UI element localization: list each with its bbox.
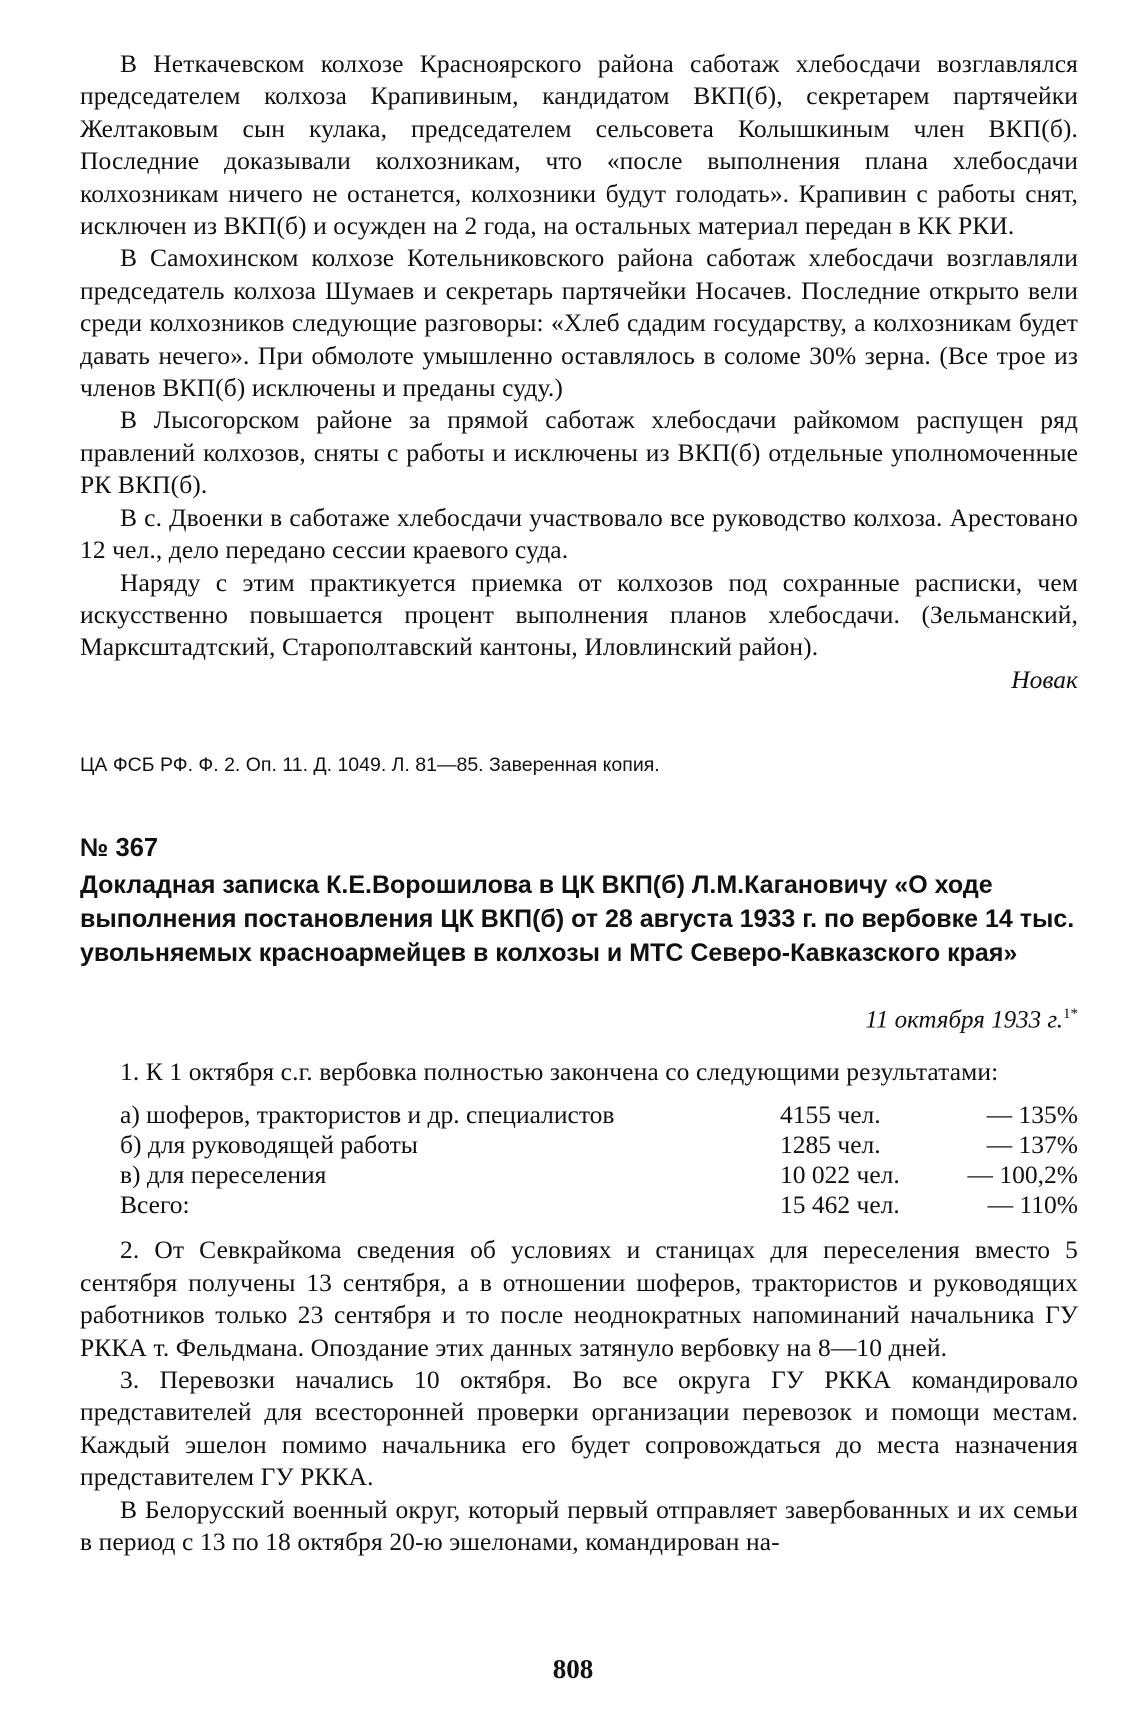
- table-row-total: [80, 1190, 1078, 1220]
- table-row: [80, 1100, 1078, 1130]
- document-date: [865, 1006, 1078, 1034]
- row-count: 1285 чел.: [780, 1130, 881, 1160]
- row-count: 4155 чел.: [780, 1100, 881, 1130]
- date-text: 11 октября 1933 г.: [865, 1006, 1063, 1034]
- document-number: № 367: [80, 834, 159, 862]
- document-page: [80, 48, 1078, 1557]
- archive-source: ЦА ФСБ РФ. Ф. 2. Оп. 11. Д. 1049. Л. 81—85. Заверенная копия.: [80, 754, 660, 776]
- row-label: б) для руководящей работы: [120, 1130, 418, 1160]
- row-label: а) шоферов, трактористов и др. специалистов: [120, 1100, 615, 1130]
- row-percent: — 110%: [987, 1190, 1078, 1220]
- paragraph: Наряду с этим практикуется приемка от колхозов под сохранные расписки, чем искусственно повышается процент выполнения планов хлебосдачи. (Зельманский, Марксштадтский, Старополтавский кантоны, Иловлинский район).: [80, 567, 1078, 662]
- document-title: Докладная записка К.Е.Ворошилова в ЦК ВКП(б) Л.М.Кагановичу «О ходе выполнения постановления ЦК ВКП(б) от 28 августа 1933 г. по вербовке 14 тыс. увольняемых красноармейцев в колхозы и МТС Северо-Кавказского края»: [80, 871, 1075, 967]
- signature: Новак: [1011, 664, 1078, 694]
- row-percent: — 100,2%: [967, 1160, 1078, 1190]
- paragraph: В Неткачевском колхозе Красноярского района саботаж хлебосдачи возглавлялся председателем колхоза Крапивиным, кандидатом ВКП(б), секретарем партячейки Желтаковым сын кулака, председателем сельсовета Колышкиным член ВКП(б). Последние доказывали колхозникам, что «после выполнения плана хлебосдачи колхозникам ничего не останется, колхозники будут голодать». Крапивин с работы снят, исключен из ВКП(б) и осужден на 2 года, на остальных материал передан в КК РКИ.: [80, 49, 1078, 241]
- row-percent: — 135%: [986, 1100, 1078, 1130]
- date-footnote-mark: 1*: [1063, 1006, 1078, 1022]
- table-row: [80, 1130, 1078, 1160]
- page-number: 808: [552, 1654, 594, 1684]
- intro-paragraph: 1. К 1 октября с.г. вербовка полностью закончена со следующими результатами:: [120, 1057, 999, 1086]
- row-count: 15 462 чел.: [780, 1190, 900, 1220]
- recruitment-stats-table: [80, 1100, 1078, 1220]
- paragraph: В Белорусский военный округ, который первый отправляет завербованных и их семьи в период с 13 по 18 октября 20-ю эшелонами, командирован на-: [80, 1494, 1078, 1557]
- table-row: [80, 1160, 1078, 1190]
- row-count: 10 022 чел.: [780, 1160, 900, 1190]
- paragraph: В Самохинском колхозе Котельниковского района саботаж хлебосдачи возглавляли председатель колхоза Шумаев и секретарь партячейки Носачев. Последние открыто вели среди колхозников следующие разговоры: «Хлеб сдадим государству, а колхозникам будет давать нечего». При обмолоте умышленно оставлялось в соломе 30% зерна. (Все трое из членов ВКП(б) исключены и преданы суду.): [80, 243, 1078, 403]
- row-percent: — 137%: [986, 1130, 1078, 1160]
- row-label: в) для переселения: [120, 1160, 327, 1190]
- row-label: Всего:: [120, 1190, 190, 1220]
- paragraph: В Лысогорском районе за прямой саботаж хлебосдачи райкомом распущен ряд правлений колхозов, сняты с работы и исключены из ВКП(б) отдельные уполномоченные РК ВКП(б).: [80, 405, 1078, 500]
- paragraph: В с. Двоенки в саботаже хлебосдачи участвовало все руководство колхоза. Арестовано 12 чел., дело передано сессии краевого суда.: [80, 502, 1078, 565]
- paragraph: 3. Перевозки начались 10 октября. Во все округа ГУ РККА командировало представителей для всесторонней проверки организации перевозок и помощи местам. Каждый эшелон помимо начальника его будет сопровождаться до места назначения представителем ГУ РККА.: [80, 1365, 1078, 1492]
- document-body: [80, 1056, 1078, 1558]
- paragraph: 2. От Севкрайкома сведения об условиях и станицах для переселения вместо 5 сентября получены 13 сентября, а в отношении шоферов, трактористов и руководящих работников только 23 сентября и то после неоднократных напоминаний начальника ГУ РККА т. Фельдмана. Опоздание этих данных затянуло вербовку на 8—10 дней.: [80, 1235, 1078, 1362]
